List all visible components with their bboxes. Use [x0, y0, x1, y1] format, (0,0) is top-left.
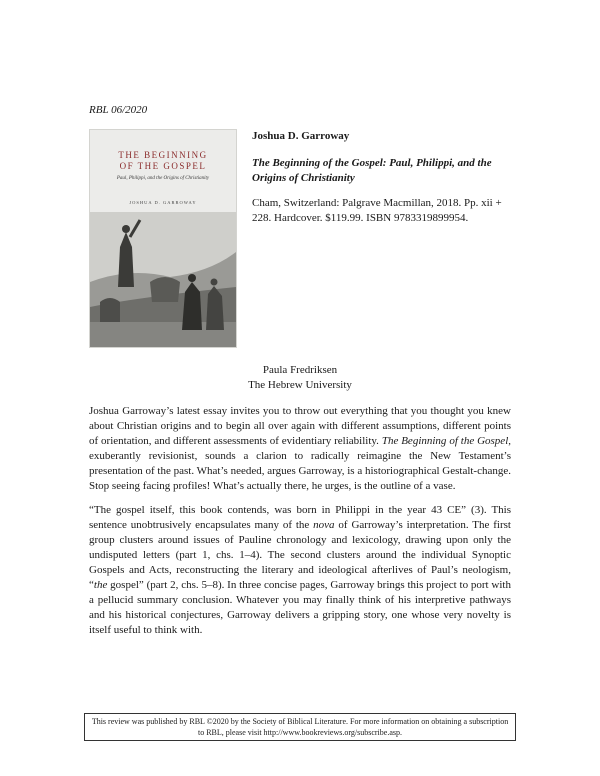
- cover-title-line2: OF THE GOSPEL: [119, 161, 207, 171]
- text-run: of Garroway’s interpretation. The first group clusters around issues of Pauline chronology and lexicology, drawing upon only the undisputed letters (part 1, chs. 1–4). The second clusters around the individual Synoptic Gospels and Acts, reconstructing the literary and ideological afterlives of Paul’s neologism, “: [89, 519, 511, 591]
- cover-author: JOSHUA D. GARROWAY: [129, 200, 197, 205]
- book-info: [252, 129, 522, 226]
- issue-label: RBL 06/2020: [89, 104, 148, 116]
- text-run: “The gospel itself, this book contends, was born in Philippi in the year 43 CE” (3). This sentence unobtrusively encapsulates many of the: [89, 504, 511, 531]
- book-title: The Beginning of the Gospel: Paul, Philippi, and the Origins of Christianity: [252, 157, 492, 184]
- cover-title-line1: THE BEGINNING: [118, 150, 208, 160]
- italic-title: The Beginning of the Gospel: [381, 435, 509, 447]
- copyright-footer: This review was published by RBL ©2020 by the Society of Biblical Literature. For more information on obtaining a subscription to RBL, please visit http://www.bookreviews.org/subscribe.asp.: [84, 713, 516, 741]
- book-cover-image: [89, 129, 237, 348]
- reviewer-affiliation: The Hebrew University: [248, 379, 352, 391]
- book-header: [89, 129, 529, 349]
- cover-illustration: [90, 212, 236, 347]
- reviewer-block: [0, 363, 600, 393]
- book-author: Joshua D. Garroway: [252, 130, 350, 142]
- text-run: , exuberantly revisionist, sounds a clarion to radically reimagine the New Testament’s presentation of the past. What’s needed, argues Garroway, is a historiographical Gestalt-change. Stop seeing facing profiles! What’s actually there, he urges, is the outline of a vase.: [89, 435, 511, 492]
- publication-details: Cham, Switzerland: Palgrave Macmillan, 2018. Pp. xii + 228. Hardcover. $119.99. ISBN 9783319899954.: [252, 197, 502, 224]
- text-run: Joshua Garroway’s latest essay invites you to throw out everything that you thought you knew about Christian origins and to begin all over again with different assumptions, different points of orientation, and different assessments of evidentiary reliability.: [89, 405, 511, 447]
- italic-term: nova: [313, 519, 335, 531]
- review-paragraph: [89, 503, 511, 638]
- review-paragraph: [89, 404, 511, 494]
- text-run: gospel” (part 2, chs. 5–8). In three concise pages, Garroway brings this project to port with a pellucid summary conclusion. Whatever you may finally think of his interpretive pathways and his historical conjectures, Garroway delivers a gripping story, one whose very novelty is itself useful to think with.: [89, 579, 511, 636]
- cover-subtitle: Paul, Philippi, and the Origins of Christianity: [116, 176, 210, 181]
- italic-term: the: [93, 579, 108, 591]
- review-body: [89, 404, 511, 647]
- reviewer-name: Paula Fredriksen: [262, 364, 338, 376]
